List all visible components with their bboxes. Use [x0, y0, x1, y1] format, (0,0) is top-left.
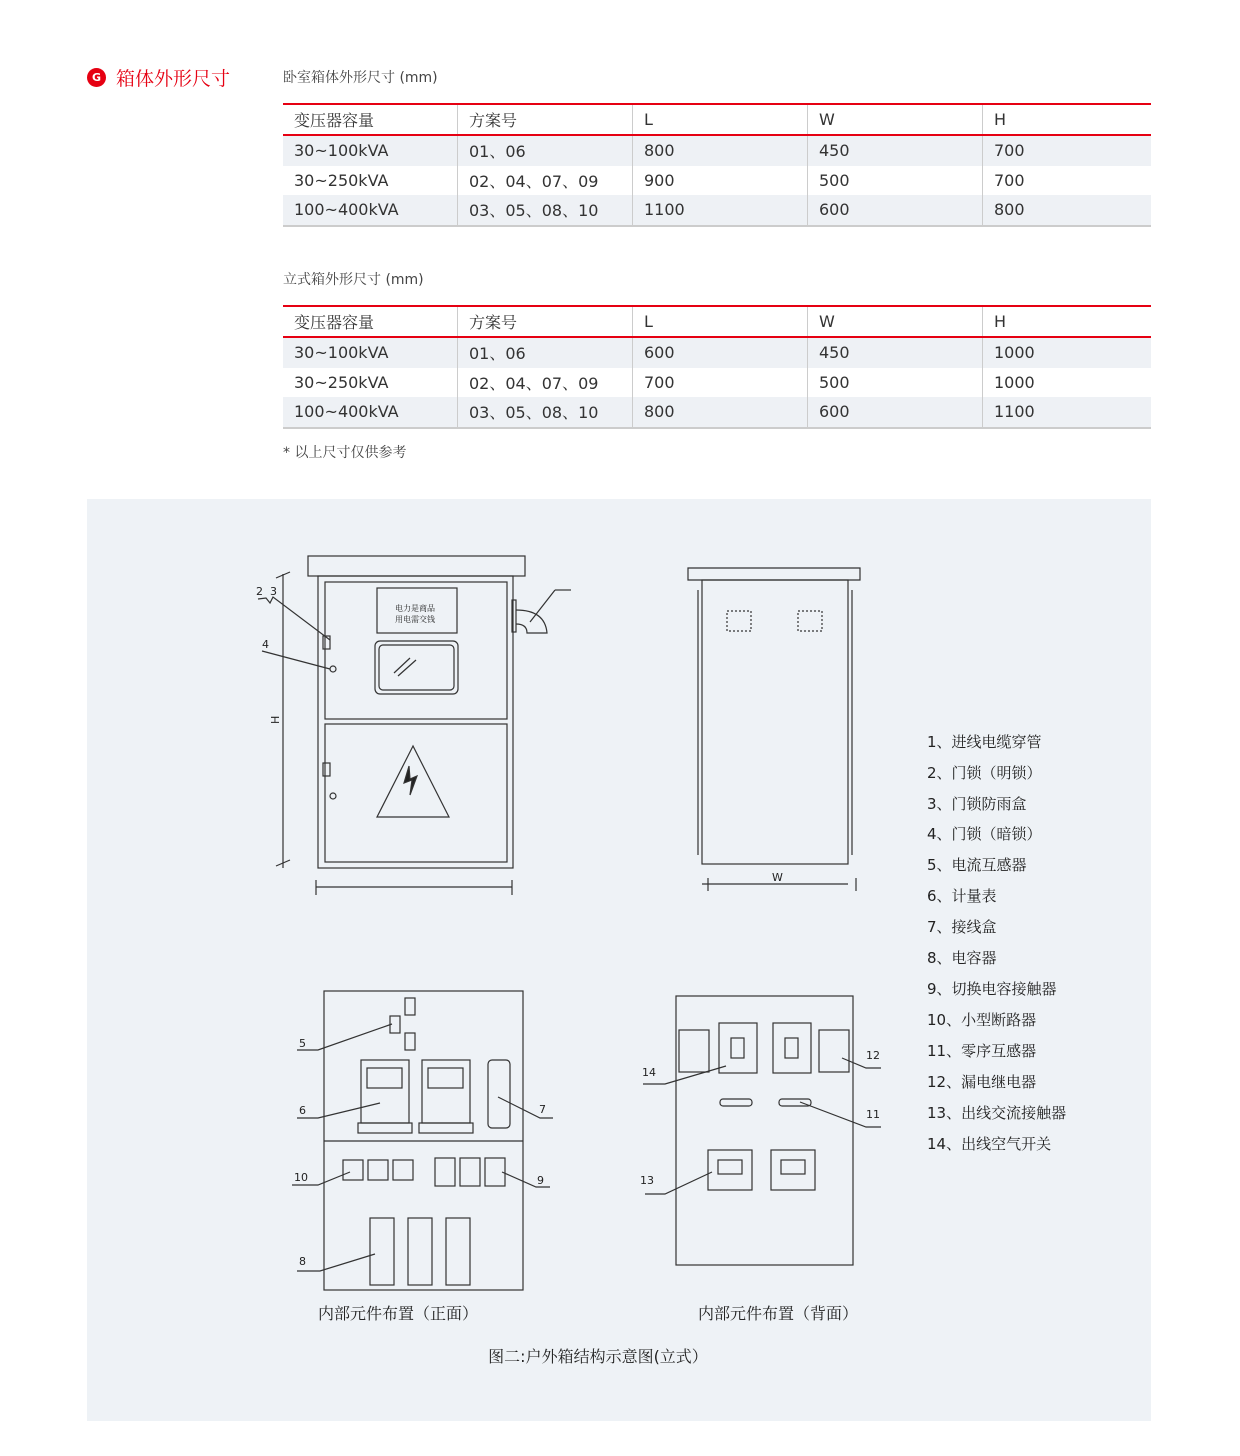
- internal-front-drawing: [292, 991, 553, 1290]
- table2-caption: 立式箱外形尺寸 (mm): [283, 272, 424, 288]
- cell: 700: [633, 368, 808, 398]
- cell: 02、04、07、09: [458, 368, 633, 398]
- table-horizontal-dimensions: [283, 103, 1151, 227]
- legend-item: 5、电流互感器: [927, 856, 1027, 874]
- col-header: H: [983, 306, 1152, 337]
- legend-item: 8、电容器: [927, 949, 997, 967]
- table-row: [283, 337, 1151, 368]
- cell: 700: [983, 135, 1152, 166]
- cell: 30~250kVA: [294, 372, 389, 392]
- label-w: W: [772, 871, 783, 884]
- label-4: 4: [262, 638, 269, 651]
- label-2: 2: [256, 585, 263, 598]
- cell: 500: [808, 166, 983, 196]
- legend-item: 1、进线电缆穿管: [927, 733, 1042, 751]
- cell: 800: [633, 135, 808, 166]
- table-row: [283, 135, 1151, 166]
- legend-item: 3、门锁防雨盒: [927, 795, 1027, 813]
- legend-item: 12、漏电继电器: [927, 1073, 1037, 1091]
- cell: 30~100kVA: [283, 337, 458, 368]
- side-view-drawing: [688, 568, 860, 891]
- section-title: [87, 64, 230, 91]
- cell: 1100: [983, 397, 1152, 428]
- label-7: 7: [539, 1103, 546, 1116]
- table-row: [283, 397, 1151, 428]
- col-header: L: [633, 104, 808, 135]
- label-13: 13: [640, 1174, 654, 1187]
- table-row: [283, 166, 1151, 196]
- figure-caption: 图二:户外箱结构示意图(立式）: [488, 1347, 708, 1366]
- cell: 100~400kVA: [283, 397, 458, 428]
- label-12: 12: [866, 1049, 880, 1062]
- cell: 01、06: [458, 135, 633, 166]
- cell: 600: [808, 195, 983, 226]
- cell: 450: [808, 135, 983, 166]
- legend-item: 10、小型断路器: [927, 1011, 1037, 1029]
- section-badge-icon: G: [87, 68, 106, 87]
- col-header: L: [633, 306, 808, 337]
- cell: 800: [983, 195, 1152, 226]
- cell: 1100: [633, 195, 808, 226]
- sign-text: 用电需交钱: [395, 615, 435, 624]
- col-header: H: [983, 104, 1152, 135]
- label-9: 9: [537, 1174, 544, 1187]
- col-header: 变压器容量: [283, 104, 458, 135]
- label-10: 10: [294, 1171, 308, 1184]
- footnote: * 以上尺寸仅供参考: [283, 445, 407, 461]
- table-row: [283, 195, 1151, 226]
- col-header: W: [808, 104, 983, 135]
- cell: 600: [633, 337, 808, 368]
- cell: 800: [633, 397, 808, 428]
- cell: 1000: [983, 337, 1152, 368]
- table-vertical-dimensions: [283, 305, 1151, 429]
- cell: 700: [983, 166, 1152, 196]
- cell: 500: [808, 368, 983, 398]
- cell: 600: [808, 397, 983, 428]
- cell: 450: [808, 337, 983, 368]
- table1-caption: 卧室箱体外形尺寸 (mm): [283, 70, 438, 86]
- table-header-row: [283, 104, 1151, 135]
- structure-diagram: [87, 499, 1151, 1421]
- label-h: H: [269, 715, 282, 724]
- legend-item: 13、出线交流接触器: [927, 1104, 1067, 1122]
- label-5: 5: [299, 1037, 306, 1050]
- col-header: 方案号: [458, 104, 633, 135]
- table-header-row: [283, 306, 1151, 337]
- cell: 02、04、07、09: [458, 166, 633, 196]
- col-header: W: [808, 306, 983, 337]
- cell: 03、05、08、10: [458, 195, 633, 226]
- legend-item: 7、接线盒: [927, 918, 997, 936]
- sign-text: 电力是商品: [395, 604, 435, 613]
- section-title-text: 箱体外形尺寸: [116, 68, 231, 90]
- cell: 30~100kVA: [283, 135, 458, 166]
- label-8: 8: [299, 1255, 306, 1268]
- cell: 1000: [983, 368, 1152, 398]
- cell: 900: [633, 166, 808, 196]
- label-6: 6: [299, 1104, 306, 1117]
- caption-front: 内部元件布置（正面）: [317, 1304, 479, 1323]
- internal-back-drawing: [640, 996, 881, 1265]
- label-3: 3: [270, 585, 277, 598]
- table-row: [283, 368, 1151, 398]
- legend-item: 11、零序互感器: [927, 1042, 1037, 1060]
- cell: 03、05、08、10: [458, 397, 633, 428]
- legend-item: 9、切换电容接触器: [927, 980, 1057, 998]
- legend-item: 4、门锁（暗锁）: [927, 825, 1042, 843]
- front-view-drawing: [256, 556, 571, 895]
- label-11: 11: [866, 1108, 880, 1121]
- col-header: 方案号: [458, 306, 633, 337]
- legend-item: 14、出线空气开关: [927, 1135, 1052, 1153]
- diagram-panel: [87, 499, 1151, 1421]
- caption-back: 内部元件布置（背面）: [697, 1304, 859, 1323]
- cell: 01、06: [458, 337, 633, 368]
- legend-item: 6、计量表: [927, 887, 997, 905]
- legend-item: 2、门锁（明锁）: [927, 764, 1042, 782]
- label-14: 14: [642, 1066, 656, 1079]
- cell: 100~400kVA: [283, 195, 458, 226]
- cell: 30~250kVA: [294, 170, 389, 190]
- legend-list: [927, 733, 1066, 1153]
- col-header: 变压器容量: [283, 306, 458, 337]
